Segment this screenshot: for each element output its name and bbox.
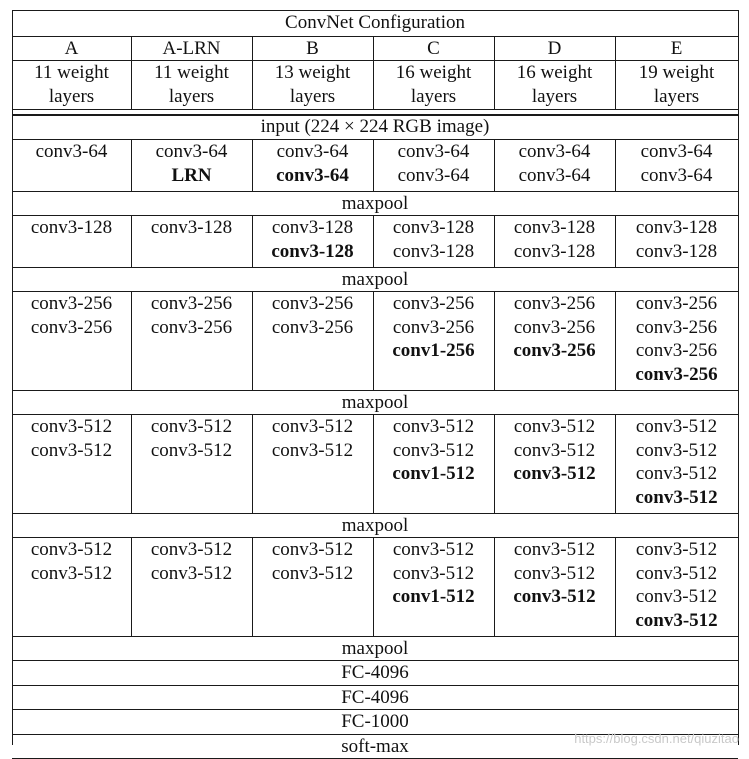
conv-cell	[373, 216, 494, 263]
rule-col	[252, 537, 253, 636]
layer-label: conv3-64	[276, 164, 349, 186]
layer-label: conv3-256	[150, 293, 233, 314]
fc-row: soft-max	[341, 735, 409, 757]
rule-v	[494, 36, 495, 109]
table-title: ConvNet Configuration	[285, 12, 465, 33]
layer-label: conv3-256	[635, 340, 718, 361]
layer-label: conv3-64	[640, 141, 713, 162]
rule-col	[373, 291, 374, 390]
rule-col	[494, 414, 495, 513]
layer-label: conv3-128	[271, 240, 354, 262]
layer-label: conv3-64	[397, 141, 470, 162]
layer-label: conv1-512	[392, 463, 475, 484]
column-depth	[131, 61, 252, 108]
depth-label: layers	[289, 85, 336, 107]
layer-label: conv3-64	[276, 141, 349, 162]
layer-label: conv3-512	[392, 562, 475, 584]
layer-label: conv3-512	[30, 539, 113, 560]
layer-label: conv3-64	[640, 164, 713, 186]
rule-col	[373, 139, 374, 191]
layer-label: conv3-256	[513, 316, 596, 338]
rule-col	[131, 414, 132, 513]
conv-cell	[373, 415, 494, 486]
layer-label: conv3-128	[635, 240, 718, 262]
layer-label: conv3-512	[513, 463, 596, 484]
column-name: C	[427, 38, 440, 59]
layer-label: conv3-128	[150, 217, 233, 238]
conv-cell	[494, 216, 615, 263]
conv-cell	[373, 140, 494, 187]
rule-col	[615, 291, 616, 390]
layer-label: conv3-512	[392, 439, 475, 461]
layer-label: conv3-256	[150, 316, 233, 338]
column-name: A	[64, 38, 79, 59]
rule-col	[494, 215, 495, 267]
conv-cell	[615, 538, 738, 632]
layer-label: conv3-64	[35, 141, 108, 162]
depth-label: layers	[410, 85, 457, 107]
conv-cell	[252, 292, 373, 339]
rule-col	[373, 537, 374, 636]
conv-cell	[252, 415, 373, 462]
depth-label: 16 weight	[395, 62, 472, 83]
layer-label: conv3-128	[271, 217, 354, 238]
layer-label: conv3-512	[635, 562, 718, 584]
rule-col	[494, 139, 495, 191]
column-depth	[373, 61, 494, 108]
conv-cell	[131, 415, 252, 462]
depth-label: layers	[168, 85, 215, 107]
rule-col	[373, 215, 374, 267]
depth-label: layers	[653, 85, 700, 107]
depth-label: layers	[531, 85, 578, 107]
conv-cell	[615, 216, 738, 263]
layer-label: conv3-512	[150, 539, 233, 560]
layer-label: conv3-512	[635, 486, 718, 508]
maxpool-row: maxpool	[341, 193, 409, 214]
layer-label: conv3-512	[271, 539, 354, 560]
column-name: D	[547, 38, 562, 59]
rule-col	[494, 537, 495, 636]
conv-cell	[12, 140, 131, 164]
conv-cell	[131, 140, 252, 187]
rule-col	[615, 139, 616, 191]
rule-col	[252, 215, 253, 267]
layer-label: conv3-512	[30, 562, 113, 584]
rule-col	[131, 139, 132, 191]
layer-label: conv3-256	[513, 340, 596, 361]
layer-label: conv3-512	[513, 416, 596, 437]
layer-label: conv1-256	[392, 340, 475, 361]
layer-label: conv3-256	[392, 293, 475, 314]
layer-label: conv3-512	[635, 463, 718, 484]
conv-cell	[252, 538, 373, 585]
conv-cell	[12, 292, 131, 339]
conv-cell	[12, 538, 131, 585]
maxpool-row: maxpool	[341, 638, 409, 659]
rule-v	[131, 36, 132, 109]
layer-label: conv3-256	[30, 293, 113, 314]
rule-col	[494, 291, 495, 390]
maxpool-row: maxpool	[341, 269, 409, 290]
fc-row: FC-1000	[341, 711, 409, 732]
layer-label: conv3-512	[513, 539, 596, 560]
conv-cell	[252, 216, 373, 263]
conv-cell	[615, 140, 738, 187]
rule-col	[252, 291, 253, 390]
rule-col	[615, 537, 616, 636]
conv-cell	[131, 292, 252, 339]
layer-label: conv3-512	[150, 439, 233, 461]
rule-col	[252, 139, 253, 191]
rule-col	[615, 414, 616, 513]
rule-col	[615, 215, 616, 267]
rule-header-a	[12, 109, 738, 110]
conv-cell	[615, 292, 738, 386]
layer-label: conv3-256	[635, 363, 718, 385]
layer-label: conv3-512	[150, 562, 233, 584]
rule-v	[252, 36, 253, 109]
layer-label: conv3-64	[518, 141, 591, 162]
conv-cell	[373, 292, 494, 363]
rule-col	[252, 414, 253, 513]
rule-col	[131, 215, 132, 267]
conv-cell	[494, 415, 615, 486]
depth-label: 19 weight	[638, 62, 715, 83]
layer-label: conv3-512	[30, 416, 113, 437]
depth-label: layers	[48, 85, 95, 107]
layer-label: conv3-512	[635, 586, 718, 607]
rule-col	[131, 291, 132, 390]
layer-label: conv3-512	[271, 562, 354, 584]
layer-label: conv3-256	[635, 293, 718, 314]
rule-v	[373, 36, 374, 109]
layer-label: conv3-512	[513, 562, 596, 584]
layer-label: conv3-64	[518, 164, 591, 186]
layer-label: conv3-512	[150, 416, 233, 437]
layer-label: conv3-512	[271, 439, 354, 461]
depth-label: 11 weight	[154, 62, 229, 83]
conv-cell	[373, 538, 494, 609]
frame-right	[738, 10, 739, 745]
watermark: https://blog.csdn.net/qiuzitao	[574, 731, 739, 746]
layer-label: conv3-128	[30, 217, 113, 238]
conv-cell	[252, 140, 373, 187]
column-depth	[12, 61, 131, 108]
layer-label: conv3-256	[30, 316, 113, 338]
conv-cell	[615, 415, 738, 509]
column-depth	[252, 61, 373, 108]
layer-label: conv3-64	[155, 141, 228, 162]
input-row: input (224 × 224 RGB image)	[260, 116, 490, 137]
layer-label: conv3-512	[635, 539, 718, 560]
conv-cell	[131, 216, 252, 240]
fc-row: FC-4096	[341, 686, 409, 708]
rule-v	[615, 36, 616, 109]
conv-cell	[494, 538, 615, 609]
layer-label: conv3-256	[392, 316, 475, 338]
conv-cell	[494, 292, 615, 363]
layer-label: conv3-256	[513, 293, 596, 314]
layer-label: conv3-512	[30, 439, 113, 461]
layer-label: conv3-64	[397, 164, 470, 186]
layer-label: conv1-512	[392, 586, 475, 607]
layer-label: conv3-128	[635, 217, 718, 238]
column-name: E	[670, 38, 683, 59]
layer-label: conv3-128	[513, 240, 596, 262]
maxpool-row: maxpool	[341, 515, 409, 536]
layer-label: conv3-512	[392, 539, 475, 560]
rule-col	[373, 414, 374, 513]
layer-label: conv3-512	[392, 416, 475, 437]
layer-label: conv3-256	[271, 293, 354, 314]
layer-label: conv3-512	[513, 439, 596, 461]
layer-label: conv3-256	[271, 316, 354, 338]
depth-label: 11 weight	[34, 62, 109, 83]
layer-label: conv3-512	[635, 416, 718, 437]
maxpool-row: maxpool	[341, 392, 409, 413]
rule-col	[131, 537, 132, 636]
conv-cell	[12, 216, 131, 240]
layer-label: conv3-256	[635, 316, 718, 338]
layer-label: conv3-128	[392, 240, 475, 262]
depth-label: 13 weight	[274, 62, 351, 83]
layer-label: conv3-512	[635, 609, 718, 631]
conv-cell	[494, 140, 615, 187]
layer-label: conv3-512	[635, 439, 718, 461]
column-depth	[615, 61, 738, 108]
column-name: A-LRN	[162, 38, 221, 59]
depth-label: 16 weight	[516, 62, 593, 83]
layer-label: conv3-128	[513, 217, 596, 238]
fc-row: FC-4096	[341, 662, 409, 683]
layer-label: conv3-512	[513, 586, 596, 607]
conv-cell	[131, 538, 252, 585]
layer-label: conv3-512	[271, 416, 354, 437]
conv-cell	[12, 415, 131, 462]
layer-label: LRN	[171, 164, 212, 186]
layer-label: conv3-128	[392, 217, 475, 238]
column-depth	[494, 61, 615, 108]
column-name: B	[306, 38, 319, 59]
